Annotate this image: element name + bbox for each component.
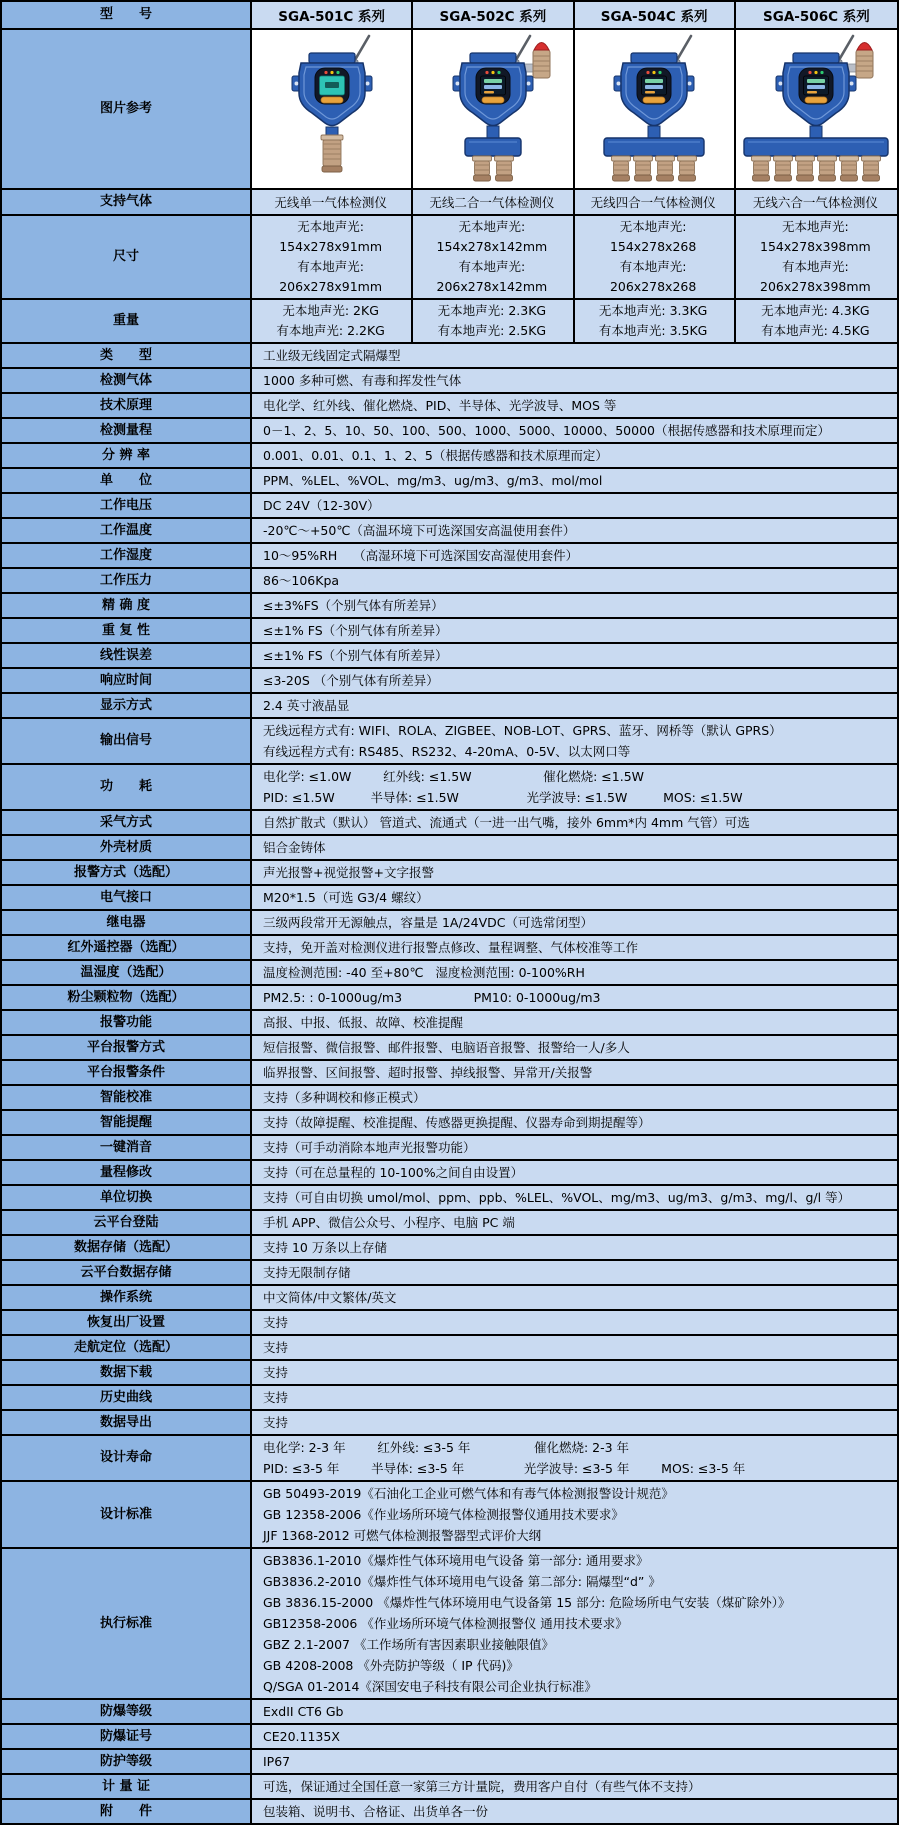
row-label: 图片参考 xyxy=(2,30,252,188)
row-label: 精 确 度 xyxy=(2,594,252,617)
row-label: 工作电压 xyxy=(2,494,252,517)
spec-row xyxy=(2,619,897,644)
row-label: 设计标准 xyxy=(2,1482,252,1547)
spec-row xyxy=(2,494,897,519)
spec-row xyxy=(2,1286,897,1311)
spec-row xyxy=(2,1136,897,1161)
row-label: 支持气体 xyxy=(2,190,252,214)
row-value xyxy=(252,1482,897,1547)
value-line: 支持 xyxy=(263,1315,289,1330)
row-label: 数据存储（选配） xyxy=(2,1236,252,1259)
row-value xyxy=(252,300,413,342)
spec-row xyxy=(2,1261,897,1286)
spec-row xyxy=(2,1750,897,1775)
value-line: 电化学: 2-3 年 红外线: ≤3-5 年 催化燃烧: 2-3 年 xyxy=(263,1440,630,1455)
row-value xyxy=(252,886,897,909)
row-label: 线性误差 xyxy=(2,644,252,667)
value-line: 支持 xyxy=(263,1365,289,1380)
row-value xyxy=(252,1386,897,1409)
value-line: 1000 多种可燃、有毒和挥发性气体 xyxy=(263,373,462,388)
spec-row xyxy=(2,1111,897,1136)
row-value xyxy=(413,300,574,342)
spec-row xyxy=(2,1361,897,1386)
header-model-sga-501c: SGA-501C 系列 xyxy=(252,2,413,28)
value-line: CE20.1135X xyxy=(263,1729,340,1744)
row-value xyxy=(252,719,897,763)
row-label: 响应时间 xyxy=(2,669,252,692)
value-line: PPM、%LEL、%VOL、mg/m3、ug/m3、g/m3、mol/mol xyxy=(263,473,603,488)
row-value xyxy=(252,494,897,517)
value-line: GBZ 2.1-2007 《工作场所有害因素职业接触限值》 xyxy=(263,1637,554,1652)
value-line: Q/SGA 01-2014《深国安电子科技有限公司企业执行标准》 xyxy=(263,1679,597,1694)
row-value xyxy=(736,216,897,298)
row-value xyxy=(252,1161,897,1184)
value-line: 可选，保证通过全国任意一家第三方计量院，费用客户自付（有些气体不支持） xyxy=(263,1779,701,1794)
row-value xyxy=(252,986,897,1009)
spec-row xyxy=(2,1775,897,1800)
row-value xyxy=(252,419,897,442)
value-line: 三级两段常开无源触点，容量是 1A/24VDC（可选常闭型） xyxy=(263,915,593,930)
spec-row xyxy=(2,594,897,619)
row-label: 智能提醒 xyxy=(2,1111,252,1134)
row-label: 重 复 性 xyxy=(2,619,252,642)
row-label: 防爆证号 xyxy=(2,1725,252,1748)
gas-detector-illustration xyxy=(736,34,896,184)
value-line: PM2.5: : 0-1000ug/m3 PM10: 0-1000ug/m3 xyxy=(263,990,601,1005)
value-line: 铝合金铸体 xyxy=(263,840,326,855)
value-line: GB 3836.15-2000 《爆炸性气体环境用电气设备第 15 部分: 危险场所电气安装（煤矿除外）》 xyxy=(263,1595,791,1610)
row-value xyxy=(252,1111,897,1134)
value-line: 有本地声光: 206x278x398mm xyxy=(760,259,871,294)
spec-row xyxy=(2,344,897,369)
row-value xyxy=(252,1800,897,1823)
row-label: 历史曲线 xyxy=(2,1386,252,1409)
spec-row xyxy=(2,765,897,811)
row-label: 工作湿度 xyxy=(2,544,252,567)
row-value xyxy=(252,1261,897,1284)
gas-detector-illustration xyxy=(413,34,573,184)
row-label: 分 辨 率 xyxy=(2,444,252,467)
spec-row xyxy=(2,1061,897,1086)
row-label: 输出信号 xyxy=(2,719,252,763)
row-label: 报警功能 xyxy=(2,1011,252,1034)
value-line: DC 24V（12-30V） xyxy=(263,498,380,513)
spec-row xyxy=(2,569,897,594)
row-value xyxy=(252,444,897,467)
row-value xyxy=(252,1411,897,1434)
row-value xyxy=(252,544,897,567)
value-line: GB3836.1-2010《爆炸性气体环境用电气设备 第一部分: 通用要求》 xyxy=(263,1553,649,1568)
spec-row xyxy=(2,861,897,886)
row-label: 功 耗 xyxy=(2,765,252,809)
header-model-sga-502c: SGA-502C 系列 xyxy=(413,2,574,28)
row-value xyxy=(252,1286,897,1309)
row-value xyxy=(252,344,897,367)
spec-row xyxy=(2,419,897,444)
row-label: 执行标准 xyxy=(2,1549,252,1698)
row-value xyxy=(252,1136,897,1159)
spec-row xyxy=(2,1186,897,1211)
row-label: 数据导出 xyxy=(2,1411,252,1434)
row-label: 走航定位（选配） xyxy=(2,1336,252,1359)
value-line: IP67 xyxy=(263,1754,291,1769)
value-line: 高报、中报、低报、故障、校准提醒 xyxy=(263,1015,464,1030)
row-value xyxy=(252,1336,897,1359)
row-label: 检测量程 xyxy=(2,419,252,442)
value-line: 包装箱、说明书、合格证、出货单各一份 xyxy=(263,1804,489,1819)
spec-row xyxy=(2,1725,897,1750)
value-line: 无本地声光: 3.3KG xyxy=(598,303,708,318)
row-label: 电气接口 xyxy=(2,886,252,909)
row-label: 尺寸 xyxy=(2,216,252,298)
header-model-label: 型 号 xyxy=(2,2,252,28)
spec-row xyxy=(2,1800,897,1823)
row-value xyxy=(252,1725,897,1748)
value-line: 有本地声光: 2.5KG xyxy=(437,323,547,338)
row-value xyxy=(252,1211,897,1234)
gas-detector-illustration xyxy=(252,34,412,184)
row-label: 数据下载 xyxy=(2,1361,252,1384)
row-value xyxy=(252,936,897,959)
row-value xyxy=(252,861,897,884)
row-value xyxy=(413,216,574,298)
header-model-sga-504c: SGA-504C 系列 xyxy=(575,2,736,28)
spec-row xyxy=(2,216,897,300)
row-value: 无线二合一气体检测仪 xyxy=(413,190,574,214)
value-line: ≤±1% FS（个别气体有所差异） xyxy=(263,623,448,638)
value-line: 支持 xyxy=(263,1340,289,1355)
row-value xyxy=(252,1086,897,1109)
value-line: 支持，免开盖对检测仪进行报警点修改、量程调整、气体校准等工作 xyxy=(263,940,639,955)
spec-row xyxy=(2,1411,897,1436)
value-line: 无线远程方式有: WIFI、ROLA、ZIGBEE、NOB-LOT、GPRS、蓝牙、网桥等（默认 GPRS） xyxy=(263,723,782,738)
row-label: 云平台数据存储 xyxy=(2,1261,252,1284)
spec-row xyxy=(2,961,897,986)
value-line: ≤±3%FS（个别气体有所差异） xyxy=(263,598,444,613)
value-line: PID: ≤3-5 年 半导体: ≤3-5 年 光学波导: ≤3-5 年 MOS: ≤3-5 年 xyxy=(263,1461,746,1476)
value-line: 手机 APP、微信公众号、小程序、电脑 PC 端 xyxy=(263,1215,515,1230)
value-line: 无本地声光: 154x278x91mm xyxy=(279,219,383,254)
row-value: 无线单一气体检测仪 xyxy=(252,190,413,214)
value-line: 支持（故障提醒、校准提醒、传感器更换提醒、仪器寿命到期提醒等） xyxy=(263,1115,651,1130)
row-label: 恢复出厂设置 xyxy=(2,1311,252,1334)
row-label: 防爆等级 xyxy=(2,1700,252,1723)
value-line: PID: ≤1.5W 半导体: ≤1.5W 光学波导: ≤1.5W MOS: ≤1.5W xyxy=(263,790,743,805)
value-line: 支持 10 万条以上存储 xyxy=(263,1240,387,1255)
spec-row xyxy=(2,936,897,961)
spec-row xyxy=(2,1311,897,1336)
row-label: 平台报警条件 xyxy=(2,1061,252,1084)
spec-row xyxy=(2,544,897,569)
row-value xyxy=(252,394,897,417)
row-label: 操作系统 xyxy=(2,1286,252,1309)
spec-row xyxy=(2,1549,897,1700)
row-value xyxy=(252,669,897,692)
row-value xyxy=(252,911,897,934)
spec-row xyxy=(2,1482,897,1549)
image-reference-row xyxy=(2,30,897,190)
value-line: ExdII CT6 Gb xyxy=(263,1704,344,1719)
spec-row xyxy=(2,469,897,494)
row-label: 云平台登陆 xyxy=(2,1211,252,1234)
row-value xyxy=(252,1011,897,1034)
row-label: 检测气体 xyxy=(2,369,252,392)
row-label: 智能校准 xyxy=(2,1086,252,1109)
value-line: GB 12358-2006《作业场所环境气体检测报警仪通用技术要求》 xyxy=(263,1507,624,1522)
spec-row xyxy=(2,811,897,836)
value-line: 电化学、红外线、催化燃烧、PID、半导体、光学波导、MOS 等 xyxy=(263,398,617,413)
value-line: 无本地声光: 154x278x142mm xyxy=(436,219,548,254)
row-label: 粉尘颗粒物（选配） xyxy=(2,986,252,1009)
device-image-sga-502c xyxy=(413,30,574,188)
row-value xyxy=(252,469,897,492)
value-line: 86～106Kpa xyxy=(263,573,340,588)
table-header-row xyxy=(2,2,897,30)
value-line: ≤3-20S （个别气体有所差异） xyxy=(263,673,439,688)
row-value xyxy=(736,300,897,342)
value-line: JJF 1368-2012 可燃气体检测报警器型式评价大纲 xyxy=(263,1528,542,1543)
row-label: 一键消音 xyxy=(2,1136,252,1159)
row-value xyxy=(252,1436,897,1480)
spec-row xyxy=(2,190,897,216)
row-value: 无线四合一气体检测仪 xyxy=(575,190,736,214)
value-line: 有线远程方式有: RS485、RS232、4-20mA、0-5V、以太网口等 xyxy=(263,744,631,759)
row-value xyxy=(252,1775,897,1798)
value-line: 2.4 英寸液晶显 xyxy=(263,698,350,713)
value-line: M20*1.5（可选 G3/4 螺纹） xyxy=(263,890,429,905)
row-label: 采气方式 xyxy=(2,811,252,834)
row-value xyxy=(252,765,897,809)
row-label: 温湿度（选配） xyxy=(2,961,252,984)
row-label: 工作温度 xyxy=(2,519,252,542)
row-label: 报警方式（选配） xyxy=(2,861,252,884)
spec-row xyxy=(2,1700,897,1725)
spec-row xyxy=(2,1161,897,1186)
row-label: 附 件 xyxy=(2,1800,252,1823)
spec-row xyxy=(2,1036,897,1061)
row-value xyxy=(252,1036,897,1059)
value-line: -20℃～+50℃（高温环境下可选深国安高温使用套件） xyxy=(263,523,576,538)
value-line: GB 50493-2019《石油化工企业可燃气体和有毒气体检测报警设计规范》 xyxy=(263,1486,674,1501)
row-value xyxy=(252,619,897,642)
spec-row xyxy=(2,886,897,911)
row-value xyxy=(252,644,897,667)
row-value xyxy=(252,836,897,859)
row-value xyxy=(252,369,897,392)
row-value xyxy=(575,216,736,298)
value-line: 无本地声光: 2.3KG xyxy=(437,303,547,318)
value-line: 无本地声光: 154x278x268 xyxy=(609,219,697,254)
value-line: 有本地声光: 4.5KG xyxy=(761,323,870,338)
row-value xyxy=(252,1700,897,1723)
row-value xyxy=(252,1361,897,1384)
row-label: 外壳材质 xyxy=(2,836,252,859)
spec-row xyxy=(2,369,897,394)
row-label: 计 量 证 xyxy=(2,1775,252,1798)
row-value xyxy=(252,694,897,717)
value-line: 支持 xyxy=(263,1415,289,1430)
row-value xyxy=(252,1186,897,1209)
value-line: 有本地声光: 206x278x91mm xyxy=(279,259,383,294)
value-line: 中文简体/中文繁体/英文 xyxy=(263,1290,397,1305)
row-label: 设计寿命 xyxy=(2,1436,252,1480)
value-line: 有本地声光: 206x278x142mm xyxy=(436,259,548,294)
row-label: 工作压力 xyxy=(2,569,252,592)
value-line: 无本地声光: 2KG xyxy=(282,303,379,318)
spec-row xyxy=(2,719,897,765)
value-line: ≤±1% FS（个别气体有所差异） xyxy=(263,648,448,663)
row-label: 单位切换 xyxy=(2,1186,252,1209)
value-line: 电化学: ≤1.0W 红外线: ≤1.5W 催化燃烧: ≤1.5W xyxy=(263,769,645,784)
spec-row xyxy=(2,1436,897,1482)
row-value xyxy=(252,594,897,617)
value-line: 无本地声光: 154x278x398mm xyxy=(760,219,871,254)
gas-detector-illustration xyxy=(575,34,735,184)
value-line: 支持 xyxy=(263,1390,289,1405)
row-value xyxy=(252,569,897,592)
row-value xyxy=(252,519,897,542)
spec-row xyxy=(2,1211,897,1236)
row-value xyxy=(252,216,413,298)
value-line: 支持（多种调校和修正模式） xyxy=(263,1090,426,1105)
spec-row xyxy=(2,1011,897,1036)
value-line: GB 4208-2008 《外壳防护等级（ IP 代码)》 xyxy=(263,1658,519,1673)
spec-row xyxy=(2,836,897,861)
row-label: 红外遥控器（选配） xyxy=(2,936,252,959)
row-value xyxy=(252,811,897,834)
row-value xyxy=(252,961,897,984)
row-value xyxy=(252,1750,897,1773)
row-label: 技术原理 xyxy=(2,394,252,417)
device-image-sga-504c xyxy=(575,30,736,188)
value-line: 有本地声光: 206x278x268 xyxy=(609,259,697,294)
spec-row xyxy=(2,911,897,936)
spec-row xyxy=(2,300,897,344)
value-line: GB12358-2006 《作业场所环境气体检测报警仪 通用技术要求》 xyxy=(263,1616,628,1631)
row-value xyxy=(252,1061,897,1084)
row-value: 无线六合一气体检测仪 xyxy=(736,190,897,214)
value-line: 有本地声光: 3.5KG xyxy=(598,323,708,338)
value-line: 自然扩散式（默认） 管道式、流通式（一进一出气嘴，接外 6mm*内 4mm 气管）可选 xyxy=(263,815,750,830)
spec-row xyxy=(2,444,897,469)
device-image-sga-501c xyxy=(252,30,413,188)
value-line: 支持（可手动消除本地声光报警功能） xyxy=(263,1140,476,1155)
value-line: 无本地声光: 4.3KG xyxy=(761,303,870,318)
spec-row xyxy=(2,394,897,419)
value-line: 短信报警、微信报警、邮件报警、电脑语音报警、报警给一人/多人 xyxy=(263,1040,630,1055)
row-label: 防护等级 xyxy=(2,1750,252,1773)
value-line: 0.001、0.01、0.1、1、2、5（根据传感器和技术原理而定） xyxy=(263,448,608,463)
value-line: GB3836.2-2010《爆炸性气体环境用电气设备 第二部分: 隔爆型“d” 》 xyxy=(263,1574,661,1589)
value-line: 10～95%RH （高湿环境下可选深国安高湿使用套件） xyxy=(263,548,579,563)
spec-row xyxy=(2,986,897,1011)
value-line: 声光报警+视觉报警+文字报警 xyxy=(263,865,434,880)
spec-row xyxy=(2,519,897,544)
spec-row xyxy=(2,1336,897,1361)
row-label: 单 位 xyxy=(2,469,252,492)
device-image-sga-506c xyxy=(736,30,897,188)
row-label: 继电器 xyxy=(2,911,252,934)
value-line: 温度检测范围: -40 至+80℃ 湿度检测范围: 0-100%RH xyxy=(263,965,585,980)
spec-row xyxy=(2,644,897,669)
row-label: 显示方式 xyxy=(2,694,252,717)
value-line: 临界报警、区间报警、超时报警、掉线报警、异常开/关报警 xyxy=(263,1065,593,1080)
spec-row xyxy=(2,1236,897,1261)
spec-row xyxy=(2,694,897,719)
row-value xyxy=(252,1549,897,1698)
row-label: 类 型 xyxy=(2,344,252,367)
row-label: 平台报警方式 xyxy=(2,1036,252,1059)
value-line: 支持无限制存储 xyxy=(263,1265,351,1280)
row-label: 量程修改 xyxy=(2,1161,252,1184)
row-value xyxy=(575,300,736,342)
row-value xyxy=(252,1311,897,1334)
value-line: 有本地声光: 2.2KG xyxy=(276,323,385,338)
value-line: 0－1、2、5、10、50、100、500、1000、5000、10000、50000（根据传感器和技术原理而定） xyxy=(263,423,830,438)
spec-row xyxy=(2,1386,897,1411)
value-line: 工业级无线固定式隔爆型 xyxy=(263,348,401,363)
row-value xyxy=(252,1236,897,1259)
spec-row xyxy=(2,1086,897,1111)
value-line: 支持（可自由切换 umol/mol、ppm、ppb、%LEL、%VOL、mg/m3、ug/m3、g/m3、mg/l、g/l 等） xyxy=(263,1190,851,1205)
header-model-sga-506c: SGA-506C 系列 xyxy=(736,2,897,28)
spec-row xyxy=(2,669,897,694)
row-label: 重量 xyxy=(2,300,252,342)
value-line: 支持（可在总量程的 10-100%之间自由设置） xyxy=(263,1165,524,1180)
